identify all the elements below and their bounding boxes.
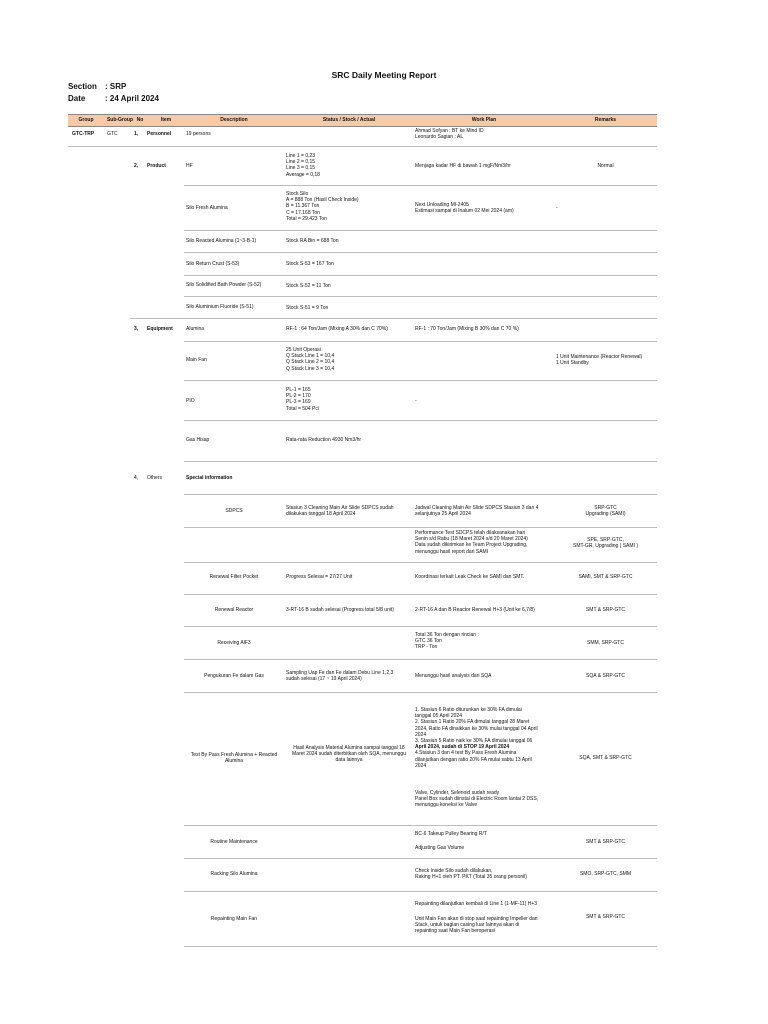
status-cell: 25 Unit Operasi Q Stack Line 1 = 10,4 Q Stack Line 2 = 10,4 Q Stack Line 3 = 10,4 <box>286 347 335 372</box>
section-label: Section <box>68 82 97 91</box>
workplan-cell-secondary: Valve, Cylinder, Selenoid sudah ready Panel Box sudah diinstal di Electric Room lantai 2 DSS, menunggu koneksi ke Valve <box>415 790 539 809</box>
description-cell: Routine Maintenance <box>210 839 258 845</box>
description-cell: Silo Reacted Alumina (1~3-B-1) <box>186 238 257 244</box>
workplan-line: 4.Stasiun 3 dan 4 test By Pass Fresh Alumina <box>415 750 517 757</box>
description-cell: Silo Aluminium Fluoride (S-51) <box>186 304 254 310</box>
date-line <box>68 94 159 103</box>
description-cell: Silo Fresh Alumina <box>186 205 228 211</box>
workplan-cell-secondary: Unit Main Fan akan di stop saat repainting Impeller dan Stack, untuk bagian casing luar lainnya akan di repainting saat Main Fan beroperasi <box>415 916 538 935</box>
remarks-cell: Normal <box>597 163 614 169</box>
item-cell: Product <box>147 163 166 169</box>
description-cell: Silo Return Crust (S-53) <box>186 261 240 267</box>
workplan-cell: Check Inside Silo sudah dilakukan, Raking H+1 oleh PT. PKT (Total 35 orang personil) <box>415 868 528 881</box>
status-cell: PL-1 = 165 PL-2 = 170 PL-3 = 169 Total = 504 Pcl <box>286 387 319 412</box>
description-cell: Silo Solidified Bath Powder (S-52) <box>186 282 262 288</box>
no-cell: 2, <box>134 163 139 169</box>
workplan-cell: Ahmad Sofyan : BT ke Mind ID Leonardo Sagian : AL <box>415 128 484 141</box>
status-cell: Stasiun 3 Cleaning Main Air Slide SDPCS sudah dilakukan tanggal 18 April 2024 <box>286 505 394 518</box>
row-separator <box>184 420 657 421</box>
status-cell: Line 1 = 0,23 Line 2 = 0,15 Line 3 = 0,15 Average = 0,18 <box>286 153 320 178</box>
workplan-cell: Next Unloading MI-2405 Estimasi sampai di Inalum 02 Mei 2024 (am) <box>415 202 514 215</box>
item-cell: Personnel <box>147 131 172 137</box>
remarks-cell: - <box>556 205 558 211</box>
row-separator <box>184 858 657 859</box>
status-cell: Stock Silo A = 888 Ton (Hasil Check Inside) B = 11.367 Ton C = 17.168 Ton Total = 29.423 Ton <box>286 191 359 222</box>
report-title: SRC Daily Meeting Report <box>331 70 437 80</box>
status-cell: Stock S-53 = 167 Ton <box>286 261 334 267</box>
row-separator <box>184 461 657 462</box>
workplan-cell-secondary: Adjusting Gas Volume <box>415 845 465 851</box>
col-description-header: Description <box>220 117 248 123</box>
remarks-cell: SMT & SRP-GTC <box>585 607 626 613</box>
table-header <box>68 114 657 127</box>
workplan-line: tanggal 05 April 2024 <box>415 713 462 720</box>
row-separator <box>184 946 657 947</box>
col-status-header: Status / Stock / Actual <box>322 117 376 123</box>
workplan-line: 2024 <box>415 731 427 738</box>
row-separator <box>184 891 657 892</box>
section-value: : SRP <box>105 82 127 91</box>
description-cell: Test By Pass Fresh Alumina + Reacted Alumina <box>190 752 278 765</box>
workplan-line: dilanjutkan dengan ratio 20% FA mulai sabtu 13 April <box>415 756 532 763</box>
workplan-cell: Performance Test SDCPS telah dilaksanakan hari Senin s/d Rabu (18 Maret 2024 s/d 20 Maret 2024) Data sudah dikirimkan ke Team Project Upgrading, menunggu hasil report dari SAMI <box>415 530 528 555</box>
description-cell: Main Fan <box>186 357 207 363</box>
col-subgroup-header: Sub-Group <box>106 117 134 123</box>
row-separator <box>184 626 657 627</box>
remarks-cell: SQA & SRP-GTC <box>586 673 625 679</box>
remarks-cell: SMO, SRP-GTC, SMM <box>579 871 632 877</box>
row-separator <box>68 146 657 147</box>
status-cell: Progress Selesai = 27/27 Unit <box>286 574 353 580</box>
col-no-header: No <box>136 117 144 123</box>
section-line <box>68 82 126 91</box>
status-cell: Hasil Analysis Material Alumina sampai tanggal 18 Maret 2024 sudah diterbitkan oleh SQA, menunggu data lainnya <box>292 745 406 764</box>
row-separator <box>184 562 657 563</box>
remarks-cell: SMM, SRP-GTC <box>587 640 624 646</box>
description-cell: PIO <box>186 398 195 404</box>
workplan-cell: Koordinasi terkait Leak Check ke SAMI dan SMT. <box>415 574 525 580</box>
workplan-line: 2024, Ratio FA dinaikkan ke 30% mulai tanggal 04 April <box>415 725 538 732</box>
workplan-line: 2. Stasiun 1 Ratio 20% FA dimulai tanggal 28 Maret <box>415 719 530 726</box>
remarks-cell: SPE, SRP-GTC, SMT-GR, Upgrading ( SAMI ) <box>572 537 638 550</box>
description-cell: Pengukuran Fe dalam Gas <box>204 673 264 679</box>
row-separator <box>184 275 657 276</box>
workplan-cell <box>415 707 538 769</box>
remarks-cell: SMT & SRP-GTC <box>585 839 626 845</box>
description-cell: Renewal Reactor <box>214 607 254 613</box>
date-value: : 24 April 2024 <box>105 94 159 103</box>
workplan-line: 2024 <box>415 762 427 769</box>
workplan-line: April 2024, sudah di STOP 19 April 2024 <box>415 744 510 751</box>
row-separator <box>184 296 657 297</box>
workplan-line: 1. Stasiun 6 Ratio diturunkan ke 30% FA dimulai <box>415 707 522 713</box>
row-separator <box>184 341 657 342</box>
description-cell: Alumina <box>186 326 205 332</box>
remarks-cell: SQA, SMT & SRP-GTC <box>579 755 632 761</box>
workplan-cell: Repainting dilanjutkan kembali di Line 1 (1-MF-11) H+3 <box>415 901 538 907</box>
description-cell: Gas Hisap <box>186 437 210 443</box>
group-cell: GTC-TRP <box>72 131 95 137</box>
item-cell: Equipment <box>147 326 173 332</box>
row-separator <box>184 230 657 231</box>
workplan-cell: RF-1 : 70 Ton/Jam (Mixing B 30% dan C 70 %) <box>415 326 519 332</box>
col-item-header: Item <box>160 117 172 123</box>
row-separator <box>184 527 657 528</box>
col-group-header: Group <box>78 117 94 123</box>
status-cell: Stock S-52 = 11 Ton <box>286 283 331 289</box>
workplan-line: 3. Stasiun 5 Ratio naik ke 30% FA dimulai tanggal 06 <box>415 738 533 745</box>
row-separator <box>184 380 657 381</box>
row-separator <box>184 692 657 693</box>
remarks-cell: SMT & SRP-GTC <box>585 914 626 920</box>
row-separator <box>184 494 657 495</box>
no-cell: 3, <box>134 326 139 332</box>
status-cell: Rata-rata Reduction 4930 Nm3/hr <box>286 437 362 443</box>
row-separator <box>184 594 657 595</box>
description-cell: SDPCS <box>225 508 243 514</box>
col-remarks-header: Remarks <box>594 117 617 123</box>
workplan-cell: 2-RT-16 A dan B Reactor Renewal H+3 (Unit ke 6,7/8) <box>415 607 535 613</box>
workplan-cell: BC-6 Takeup Pulley Bearing R/T <box>415 831 487 837</box>
status-cell: Stock S-51 = 9 Ton <box>286 305 329 311</box>
description-cell: Renewal Filter Pocket <box>209 574 259 580</box>
status-cell: Stock RA Bin = 688 Ton <box>286 238 339 244</box>
no-cell: 1, <box>134 131 139 137</box>
description-cell: Receiving AlF3 <box>217 640 251 646</box>
status-cell: RF-1 : 64 Ton/Jam (Mixing A 30% dan C 70%) <box>286 326 388 332</box>
remarks-cell: SRP-GTC Upgrading (SAMI) <box>585 505 626 518</box>
workplan-cell: Jadwal Cleaning Main Air Slide SDPCS Stasiun 3 dan 4 selanjutnya 25 April 2024 <box>415 505 539 518</box>
description-cell: Racking Silo Alumina <box>210 871 258 877</box>
workplan-cell: - <box>415 398 417 404</box>
status-cell: 3-RT-16 B sudah selesai (Progress total 5/8 unit) <box>286 607 395 613</box>
remarks-cell: SAMI, SMT & SRP-GTC <box>578 574 633 580</box>
row-separator <box>184 252 657 253</box>
workplan-cell: Menjaga kadar HF di bawah 1 mgF/Nm3/hr <box>415 163 511 169</box>
description-cell: 19 persons <box>186 131 211 137</box>
workplan-cell: Total 36 Ton dengan rincian : GTC 36 Ton TRP - Ton <box>415 632 479 651</box>
row-separator <box>184 185 657 186</box>
description-cell: HF <box>186 163 193 169</box>
status-cell: Sampling Uap Fe dan Fe dalam Debu Line 1,2,3 sudah selesai (17 ~ 19 April 2024) <box>286 670 394 683</box>
item-cell: Others <box>147 475 163 481</box>
col-workplan-header: Work Plan <box>471 117 497 123</box>
subgroup-cell: GTC <box>107 131 118 137</box>
date-label: Date <box>68 94 86 103</box>
description-cell: Repainting Main Fan <box>210 916 258 922</box>
row-separator <box>130 318 657 319</box>
remarks-cell: 1 Unit Maintenance (Reactor Renewal) 1 Unit Standby <box>556 354 643 367</box>
row-separator <box>184 825 657 826</box>
no-cell: 4, <box>134 475 139 481</box>
description-cell: Special information <box>186 475 233 481</box>
workplan-cell: Menunggu hasil analysis dari SQA <box>415 673 492 679</box>
row-separator <box>184 659 657 660</box>
